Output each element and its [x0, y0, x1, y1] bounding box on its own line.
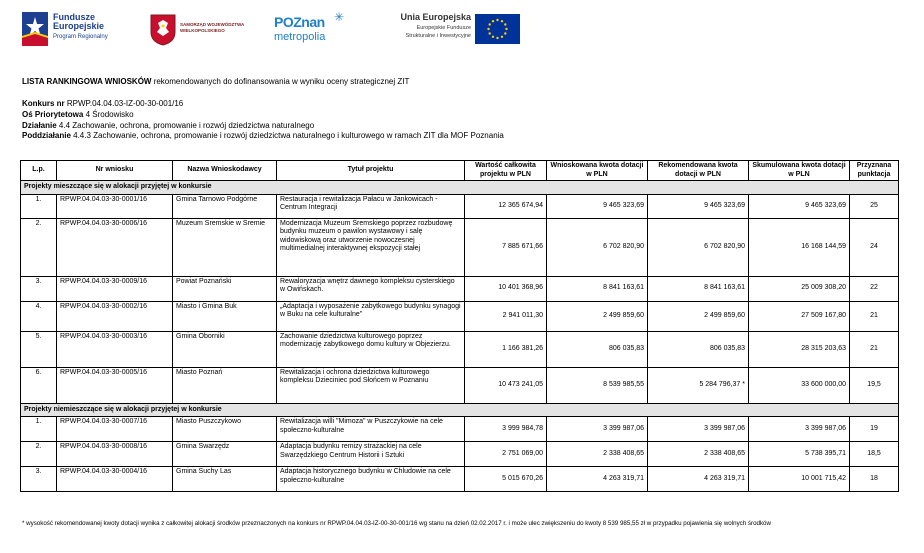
cell-lp: 5. [21, 331, 57, 367]
cell-nazwa: Miasto i Gmina Buk [173, 301, 277, 331]
cell-skumulowana: 28 315 203,63 [749, 331, 850, 367]
heading-bold: LISTA RANKINGOWA WNIOSKÓW [22, 77, 152, 86]
meta-konkurs-value: RPWP.04.04.03-IZ-00-30-001/16 [64, 99, 184, 108]
logos-bar [22, 10, 924, 50]
cell-wartosc: 2 751 069,00 [465, 442, 547, 467]
cell-nazwa: Miasto Poznań [173, 367, 277, 403]
cell-punktacja: 19,5 [850, 367, 899, 403]
meta-os-label: Oś Priorytetowa [22, 109, 84, 119]
cell-tytul: Adaptacja budynku remizy strażackiej na cele Swarzędzkiego Centrum Historii i Sztuki [277, 442, 465, 467]
competition-meta [22, 99, 504, 142]
cell-tytul: Modernizacja Muzeum Śremskiego poprzez rozbudowę budynku muzeum o pawilon wystawowy i salę widowiskową oraz utworzenie nowoczesnej multimedialnej interaktywnej ekspozycji stałej [277, 218, 465, 276]
cell-nazwa: Miasto Puszczykowo [173, 417, 277, 442]
cell-lp: 3. [21, 276, 57, 301]
cell-skumulowana: 16 168 144,59 [749, 218, 850, 276]
footnote: * wysokość rekomendowanej kwoty dotacji wynika z całkowitej alokacji środków przeznaczonych na konkurs nr RPWP.04.04.03-IZ-00-30-001/16 wg stanu na dzień 02.02.2017 r. i może ulec zwiększeniu do kwoty 8 539 985,55 zł w przypadku pojawienia się wolnych środków [22, 520, 771, 527]
cell-wnioskowana: 8 841 163,61 [547, 276, 648, 301]
cell-wartosc: 7 885 671,66 [465, 218, 547, 276]
cell-lp: 6. [21, 367, 57, 403]
fe-line3: Program Regionalny [53, 34, 108, 40]
wlkp-line1: SAMORZĄD WOJEWÓDZTWA [180, 22, 245, 27]
table-row [21, 194, 899, 218]
table-row [21, 218, 899, 276]
cell-lp: 3. [21, 467, 57, 492]
section-row [21, 403, 899, 417]
meta-dzialanie-value: 4.4 Zachowanie, ochrona, promowanie i rozwój dziedzictwa naturalnego [56, 120, 315, 130]
cell-punktacja: 25 [850, 194, 899, 218]
cell-rekomendowana: 2 499 859,60 [648, 301, 749, 331]
meta-konkurs-label: Konkurs nr [22, 99, 65, 108]
eu-flag-icon [475, 14, 520, 44]
ue-line2: Europejskie Fundusze [416, 25, 471, 31]
cell-wnioskowana: 6 702 820,90 [547, 218, 648, 276]
cell-skumulowana: 33 600 000,00 [749, 367, 850, 403]
cell-punktacja: 22 [850, 276, 899, 301]
cell-punktacja: 21 [850, 301, 899, 331]
cell-punktacja: 21 [850, 331, 899, 367]
table-row [21, 367, 899, 403]
fundusze-europejskie-logo [22, 10, 132, 50]
cell-nr: RPWP.04.04.03-30-0003/16 [57, 331, 173, 367]
cell-nr: RPWP.04.04.03-30-0006/16 [57, 218, 173, 276]
cell-tytul: Rewitalizacja willi "Mimoza" w Puszczykowie na cele społeczno-kulturalne [277, 417, 465, 442]
meta-konkurs [22, 99, 504, 110]
cell-nr: RPWP.04.04.03-30-0005/16 [57, 367, 173, 403]
cell-punktacja: 24 [850, 218, 899, 276]
section-title: Projekty mieszczące się w alokacji przyjętej w konkursie [21, 181, 899, 195]
table-row [21, 442, 899, 467]
table-row [21, 467, 899, 492]
cell-nazwa: Gmina Suchy Las [173, 467, 277, 492]
meta-poddzialanie-label: Poddziałanie [22, 131, 71, 141]
ue-line3: Strukturalne i Inwestycyjne [405, 33, 471, 39]
cell-tytul: Adaptacja historycznego budynku w Chludowie na cele społeczno-kulturalne [277, 467, 465, 492]
cell-wartosc: 3 999 984,78 [465, 417, 547, 442]
header-tytul: Tytuł projektu [277, 161, 465, 181]
cell-skumulowana: 10 001 715,42 [749, 467, 850, 492]
cell-wartosc: 10 473 241,05 [465, 367, 547, 403]
table-row [21, 417, 899, 442]
cell-tytul: Restauracja i rewitalizacja Pałacu w Jankowicach - Centrum Integracji [277, 194, 465, 218]
cell-nazwa: Gmina Oborniki [173, 331, 277, 367]
section-row [21, 181, 899, 195]
cell-nr: RPWP.04.04.03-30-0009/16 [57, 276, 173, 301]
cell-lp: 4. [21, 301, 57, 331]
cell-tytul: Zachowanie dziedzictwa kulturowego poprzez modernizację zabytkowego domu kultury w Objezierzu. [277, 331, 465, 367]
fe-text [53, 13, 108, 42]
header-wnioskowana: Wnioskowana kwota dotacji w PLN [547, 161, 648, 181]
table-body [21, 181, 899, 492]
cell-skumulowana: 9 465 323,69 [749, 194, 850, 218]
poznan-star-icon: ✳ [334, 10, 345, 24]
table-header-row [21, 161, 899, 181]
cell-wartosc: 1 166 381,26 [465, 331, 547, 367]
cell-wartosc: 2 941 011,30 [465, 301, 547, 331]
cell-rekomendowana: 5 284 796,37 * [648, 367, 749, 403]
cell-nr: RPWP.04.04.03-30-0002/16 [57, 301, 173, 331]
cell-wnioskowana: 8 539 985,55 [547, 367, 648, 403]
cell-rekomendowana: 2 338 408,65 [648, 442, 749, 467]
fe-line2: Europejskie [53, 21, 105, 31]
cell-rekomendowana: 806 035,83 [648, 331, 749, 367]
cell-rekomendowana: 8 841 163,61 [648, 276, 749, 301]
ue-text [371, 13, 471, 40]
wlkp-line2: WIELKOPOLSKIEGO [180, 28, 225, 33]
meta-dzialanie-label: Działanie [22, 120, 57, 130]
wlkp-text [180, 22, 270, 34]
meta-poddzialanie [22, 131, 504, 142]
cell-tytul: Rewitalizacja i ochrona dziedzictwa kulturowego kompleksu Dzieciniec pod Słońcem w Poznaniu [277, 367, 465, 403]
cell-lp: 2. [21, 218, 57, 276]
cell-wnioskowana: 3 399 987,06 [547, 417, 648, 442]
table-row [21, 276, 899, 301]
header-wartosc: Wartość całkowita projektu w PLN [465, 161, 547, 181]
header-rekomendowana: Rekomendowana kwota dotacji w PLN [648, 161, 749, 181]
meta-dzialanie [22, 121, 504, 132]
cell-wnioskowana: 2 499 859,60 [547, 301, 648, 331]
cell-wartosc: 10 401 368,96 [465, 276, 547, 301]
meta-poddzialanie-value: 4.4.3 Zachowanie, ochrona, promowanie i rozwój dziedzictwa naturalnego i kulturowego w ramach ZIT dla MOF Poznania [70, 131, 504, 141]
cell-nazwa: Gmina Swarzędz [173, 442, 277, 467]
cell-punktacja: 19 [850, 417, 899, 442]
cell-skumulowana: 25 009 308,20 [749, 276, 850, 301]
unia-europejska-logo [371, 10, 521, 50]
table-row [21, 331, 899, 367]
cell-rekomendowana: 6 702 820,90 [648, 218, 749, 276]
header-punktacja: Przyznana punktacja [850, 161, 899, 181]
ranking-table [20, 160, 899, 492]
heading-rest: rekomendowanych do dofinansowania w wyniku oceny strategicznej ZIT [151, 77, 410, 86]
cell-wartosc: 5 015 670,26 [465, 467, 547, 492]
cell-punktacja: 18,5 [850, 442, 899, 467]
cell-wartosc: 12 365 674,94 [465, 194, 547, 218]
meta-os [22, 110, 504, 121]
wielkopolska-logo [150, 10, 270, 50]
cell-skumulowana: 5 738 395,71 [749, 442, 850, 467]
table-row [21, 301, 899, 331]
fe-star-icon [22, 12, 48, 46]
header-skumulowana: Skumulowana kwota dotacji w PLN [749, 161, 850, 181]
cell-skumulowana: 27 509 167,80 [749, 301, 850, 331]
cell-lp: 1. [21, 417, 57, 442]
fe-line1: Fundusze [53, 12, 95, 22]
poznan-line2: metropolia [274, 31, 326, 43]
cell-nazwa: Gmina Tarnowo Podgórne [173, 194, 277, 218]
cell-wnioskowana: 2 338 408,65 [547, 442, 648, 467]
header-nr: Nr wniosku [57, 161, 173, 181]
cell-wnioskowana: 4 263 319,71 [547, 467, 648, 492]
cell-nr: RPWP.04.04.03-30-0001/16 [57, 194, 173, 218]
ue-line1: Unia Europejska [400, 12, 471, 22]
cell-wnioskowana: 9 465 323,69 [547, 194, 648, 218]
cell-lp: 2. [21, 442, 57, 467]
cell-nr: RPWP.04.04.03-30-0007/16 [57, 417, 173, 442]
document-heading [22, 77, 409, 86]
cell-nazwa: Muzeum Sremskie w Śremie [173, 218, 277, 276]
meta-os-value: 4 Środowisko [83, 109, 134, 119]
cell-tytul: „Adaptacja i wyposażenie zabytkowego budynku synagogi w Buku na cele kulturalne” [277, 301, 465, 331]
cell-wnioskowana: 806 035,83 [547, 331, 648, 367]
section-title: Projekty niemieszczące się w alokacji przyjętej w konkursie [21, 403, 899, 417]
header-nazwa: Nazwa Wnioskodawcy [173, 161, 277, 181]
wlkp-shield-icon [150, 14, 176, 46]
cell-nr: RPWP.04.04.03-30-0008/16 [57, 442, 173, 467]
cell-punktacja: 18 [850, 467, 899, 492]
cell-nazwa: Powiat Poznański [173, 276, 277, 301]
cell-tytul: Rewaloryzacja wnętrz dawnego kompleksu cysterskiego w Owińskach. [277, 276, 465, 301]
poznan-line1: POZnan [274, 14, 325, 30]
header-lp: L.p. [21, 161, 57, 181]
cell-rekomendowana: 3 399 987,06 [648, 417, 749, 442]
cell-nr: RPWP.04.04.03-30-0004/16 [57, 467, 173, 492]
cell-rekomendowana: 4 263 319,71 [648, 467, 749, 492]
cell-lp: 1. [21, 194, 57, 218]
poznan-metropolia-logo [274, 10, 354, 50]
cell-rekomendowana: 9 465 323,69 [648, 194, 749, 218]
cell-skumulowana: 3 399 987,06 [749, 417, 850, 442]
